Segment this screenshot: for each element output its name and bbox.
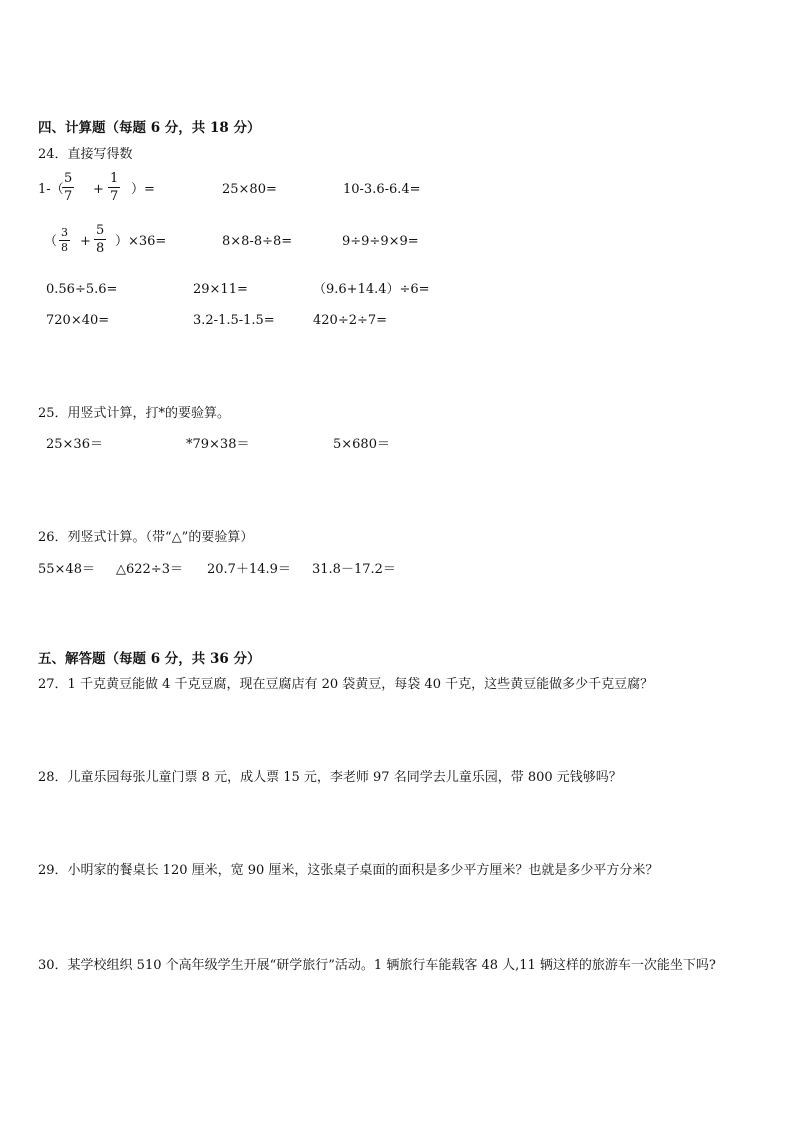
- q24-r1-fraction-1: [62, 170, 74, 205]
- q24-r4-item-b: 3.2-1.5-1.5=: [193, 313, 275, 328]
- q26-item: △622÷3＝: [116, 562, 183, 577]
- q24-r2-close: ）×36=: [115, 234, 167, 249]
- q24-r4-item-c: 420÷2÷7=: [313, 313, 388, 328]
- q24-r3-item-b: 29×11=: [193, 282, 248, 297]
- q24-r1-close: ）=: [131, 182, 155, 197]
- q26-title: 26．列竖式计算。（带“△”的要验算）: [38, 530, 254, 545]
- q24-title: 24．直接写得数: [38, 147, 133, 162]
- q30-text: 30．某学校组织 510 个高年级学生开展“研学旅行”活动。1 辆旅行车能载客 48 人,11 辆这样的旅游车一次能坐下吗?: [38, 958, 716, 973]
- q24-r1-fraction-2: [108, 170, 120, 205]
- q28-text: 28．儿童乐园每张儿童门票 8 元，成人票 15 元，李老师 97 名同学去儿童乐园，带 800 元钱够吗？: [38, 770, 622, 785]
- q26-item: 20.7＋14.9＝: [207, 562, 291, 577]
- q24-r1-f1-denominator: 7: [64, 189, 73, 204]
- q24-r1-plus: +: [93, 182, 104, 197]
- q25-item: *79×38＝: [186, 437, 250, 452]
- section-4-title: 四、计算题（每题 6 分，共 18 分）: [38, 120, 261, 136]
- q24-r2-open: （: [44, 234, 58, 249]
- q24-r4-item-a: 720×40=: [46, 313, 110, 328]
- q24-r2-item-c: 9÷9÷9×9=: [342, 234, 419, 249]
- q27-text: 27．1 千克黄豆能做 4 千克豆腐，现在豆腐店有 20 袋黄豆，每袋 40 千克，这些黄豆能做多少千克豆腐？: [38, 677, 654, 692]
- q24-r1-f1-numerator: 5: [64, 171, 73, 186]
- q26-item: 55×48＝: [38, 562, 95, 577]
- q26-item: 31.8－17.2＝: [312, 562, 396, 577]
- q24-r1-item-b: 25×80=: [222, 182, 277, 197]
- q29-text: 29．小明家的餐桌长 120 厘米，宽 90 厘米，这张桌子桌面的面积是多少平方厘米？也就是多少平方分米？: [38, 863, 659, 878]
- section-5-title: 五、解答题（每题 6 分，共 36 分）: [38, 651, 261, 667]
- q24-r2-plus: +: [80, 234, 91, 249]
- q24-r3-item-c: （9.6+14.4）÷6=: [313, 282, 430, 297]
- q25-title: 25．用竖式计算，打*的要验算。: [38, 406, 231, 421]
- q25-item: 5×680＝: [333, 437, 390, 452]
- q24-r2-f1-denominator: 8: [61, 241, 68, 254]
- q24-r2-f2-numerator: 5: [96, 223, 105, 238]
- q24-r1-f2-denominator: 7: [110, 189, 119, 204]
- q24-r2-fraction-2: [94, 222, 106, 257]
- q24-r3-item-a: 0.56÷5.6=: [46, 282, 118, 297]
- q24-r1-f2-numerator: 1: [110, 171, 119, 186]
- q24-r2-f1-numerator: 3: [61, 226, 68, 239]
- q24-r2-item-b: 8×8-8÷8=: [222, 234, 293, 249]
- q24-r1-item-c: 10-3.6-6.4=: [343, 182, 421, 197]
- q24-r1-open: 1-（: [38, 182, 64, 197]
- q24-r2-f2-denominator: 8: [96, 241, 105, 256]
- q24-r2-fraction-1: [59, 226, 70, 255]
- q25-item: 25×36＝: [46, 437, 103, 452]
